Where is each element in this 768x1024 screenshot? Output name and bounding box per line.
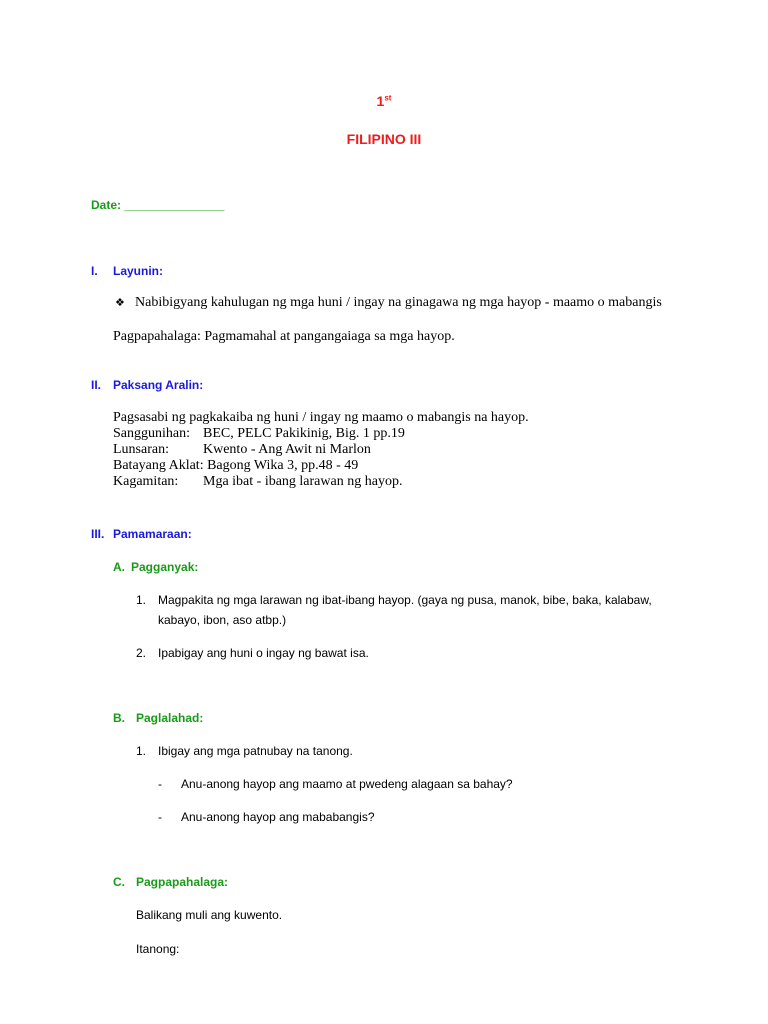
subsection-c-letter: C.: [113, 875, 125, 889]
b-question-1: Anu-anong hayop ang maamo at pwedeng alagaan sa bahay?: [181, 777, 513, 791]
section-1-numeral: I.: [91, 264, 98, 278]
sanggunihan-value: BEC, PELC Pakikinig, Big. 1 pp.19: [203, 426, 405, 441]
b-question-2-dash: -: [158, 810, 162, 824]
a-item-1-line-1: Magpakita ng mga larawan ng ibat-ibang hayop. (gaya ng pusa, manok, bibe, baka, kalabaw,: [158, 593, 652, 607]
c-line-2: Itanong:: [136, 942, 180, 956]
b-item-1-number: 1.: [136, 744, 147, 758]
b-question-1-dash: -: [158, 777, 162, 791]
c-line-1: Balikang muli ang kuwento.: [136, 908, 283, 922]
a-item-1-number: 1.: [136, 593, 147, 607]
kagamitan-label: Kagamitan:: [113, 474, 179, 489]
subsection-c-heading: Pagpapahalaga:: [136, 875, 229, 889]
subject-title: FILIPINO III: [346, 131, 422, 147]
section-2-heading: Paksang Aralin:: [113, 378, 204, 392]
section-2-numeral: II.: [91, 378, 102, 392]
a-item-1-line-2: kabayo, ibon, aso atbp.): [158, 613, 287, 627]
section-3-numeral: III.: [91, 527, 105, 541]
section-1-heading: Layunin:: [113, 264, 163, 278]
lunsaran-row: [113, 442, 529, 458]
section-3-heading: Pamamaraan:: [113, 527, 192, 541]
b-question-2: Anu-anong hayop ang mababangis?: [181, 810, 375, 824]
kagamitan-row: [113, 474, 529, 490]
topic-block: [113, 410, 529, 490]
lesson-number-suffix: st: [384, 93, 392, 103]
b-item-1-text: Ibigay ang mga patnubay na tanong.: [158, 744, 353, 758]
objective-text: Nabibigyang kahulugan ng mga huni / ingay na ginagawa ng mga hayop - maamo o mabangis: [135, 295, 662, 310]
lunsaran-label: Lunsaran:: [113, 442, 169, 457]
subsection-a-letter: A.: [113, 560, 125, 574]
lesson-number-value: 1: [376, 93, 385, 109]
a-item-2-number: 2.: [136, 646, 147, 660]
date-blank: _______________: [124, 198, 225, 212]
sanggunihan-label: Sanggunihan:: [113, 426, 190, 441]
date-label: Date:: [91, 198, 122, 212]
aklat-row: Batayang Aklat: Bagong Wika 3, pp.48 - 49: [113, 458, 359, 473]
a-item-2-text: Ipabigay ang huni o ingay ng bawat isa.: [158, 646, 369, 660]
subsection-a-heading: Pagganyak:: [131, 560, 199, 574]
lunsaran-value: Kwento - Ang Awit ni Marlon: [203, 442, 371, 457]
kagamitan-value: Mga ibat - ibang larawan ng hayop.: [203, 474, 403, 489]
lesson-number: [0, 93, 768, 109]
date-line: [91, 198, 224, 212]
subsection-b-heading: Paglalahad:: [136, 711, 204, 725]
diamond-bullet-icon: ❖: [115, 296, 125, 309]
sanggunihan-row: [113, 426, 529, 442]
value-text: Pagpapahalaga: Pagmamahal at pangangaiaga sa mga hayop.: [113, 329, 455, 344]
topic-text: Pagsasabi ng pagkakaiba ng huni / ingay ng maamo o mabangis na hayop.: [113, 410, 529, 425]
subsection-b-letter: B.: [113, 711, 125, 725]
